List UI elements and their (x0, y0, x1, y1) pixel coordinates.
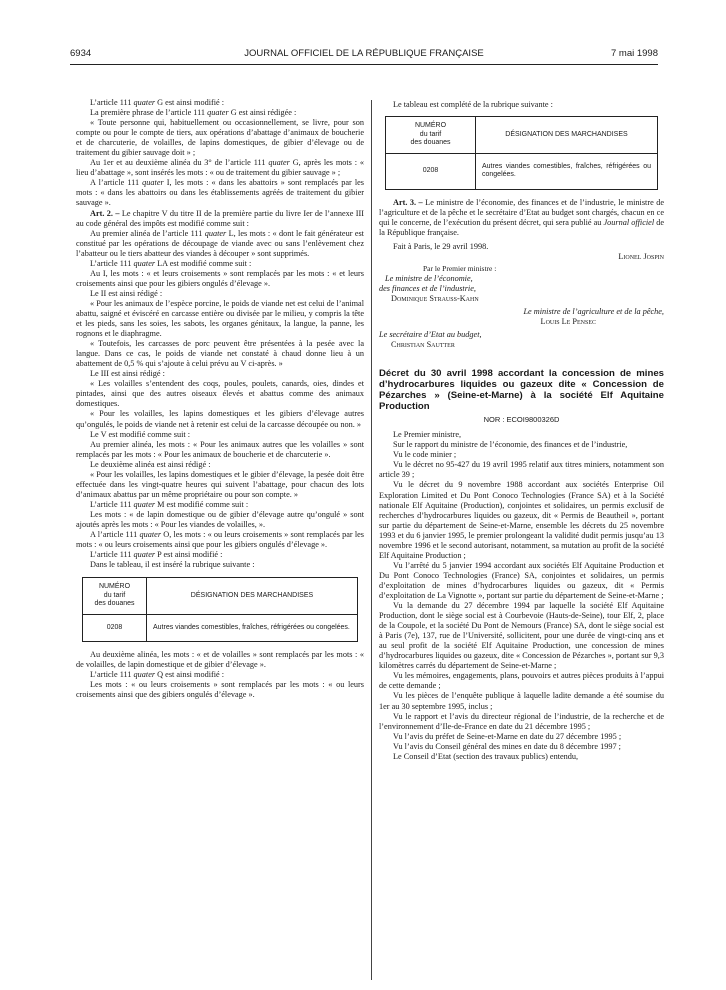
paragraph: L’article 111 quater M est modifié comme suit : (90, 499, 249, 509)
designation-cell: Autres viandes comestibles, fraîches, réfrigérées ou congelées. (153, 623, 350, 631)
header-rule (70, 64, 658, 65)
paragraph: A l’article 111 quater O, les mots : « ou leurs croisements » sont remplacés par les mots : « ou leurs croisements ainsi que pour les gibiers ongulés d’élevage ». (76, 530, 364, 550)
article-heading: Art. 2. – (90, 208, 120, 218)
paragraph: Vu les pièces de l’enquête publique à laquelle ladite demande a été soumise du 1er au 30 septembre 1995, inclus ; (379, 691, 664, 711)
paragraph: Le Conseil d’Etat (section des travaux publics) entendu, (393, 751, 579, 761)
paragraph: Les mots : « ou leurs croisements » sont remplacés par les mots : « ou leurs croisements ainsi que des gibiers ongulés d’élevage ». (76, 680, 364, 700)
paragraph: Fait à Paris, le 29 avril 1998. (393, 241, 489, 251)
paragraph: Au 1er et au deuxième alinéa du 3° de l’article 111 quater G, après les mots : « lieu d’abattage », sont insérés les mots : « ou de traitement du gibier sauvage » ; (76, 158, 364, 178)
signature-title: Le secrétaire d’Etat au budget, (379, 330, 482, 340)
paragraph: Le deuxième alinéa est ainsi rédigé : (90, 459, 211, 469)
paragraph: Le II est ainsi rédigé : (90, 288, 163, 298)
paragraph: Vu l’avis du Conseil général des mines en date du 8 décembre 1997 ; (393, 741, 621, 751)
page-header (70, 48, 658, 62)
paragraph: Dans le tableau, il est inséré la rubrique suivante : (90, 560, 255, 570)
paragraph: Le tableau est complété de la rubrique suivante : (393, 100, 553, 109)
signature-caption: Par le Premier ministre : (423, 263, 497, 273)
decree-title: Décret du 30 avril 1998 accordant la concession de mines d’hydrocarbures liquides ou gazeux dite « Concession de Pézarches » (Seine-et-Marne) à la société Elf Aquitaine Production (379, 368, 664, 413)
paragraph: Au premier alinéa de l’article 111 quater L, les mots : « dont le fait générateur est constitué par les opérations de découpage de viande avec ou sans l’enlèvement chez l’abatteur ou le tiers abatteur des viandes à découper » sont supprimés. (76, 228, 364, 258)
paragraph: Au premier alinéa, les mots : « Pour les animaux autres que les volailles » sont remplacés par les mots : « Pour les animaux de boucherie et de charcuterie ». (76, 439, 364, 459)
paragraph: « Pour les volailles, les lapins domestiques et les gibiers d’élevage autres qu’ongulés, le poids de viande net à retenir est celui de la carcasse découpée ou non. » (76, 409, 364, 429)
signature-name: Louis Le Pensec (540, 317, 596, 327)
paragraph: Vu l’arrêté du 5 janvier 1994 accordant aux sociétés Elf Aquitaine Production et Du Pont Conoco Technologies (France) SA, conjointes et solidaires, un permis d’exploitation de mines d’hydrocarbures liquides ou gazeux, dit « Permis d’exploitation de La Vignotte », portant sur partie du département de Seine-et-Marne ; (379, 560, 664, 600)
paragraph: Vu le décret no 95-427 du 19 avril 1995 relatif aux titres miniers, notamment son article 39 ; (379, 460, 664, 480)
issue-date: 7 mai 1998 (610, 48, 658, 59)
paragraph: Le V est modifié comme suit : (90, 429, 191, 439)
paragraph: Sur le rapport du ministre de l’économie, des finances et de l’industrie, (393, 440, 628, 450)
tariff-table-2 (385, 116, 658, 190)
tariff-code-cell: 0208 (83, 615, 147, 642)
paragraph: Vu le code minier ; (393, 450, 457, 460)
table-row (386, 153, 657, 189)
paragraph: A l’article 111 quater I, les mots : « dans les abattoirs » sont remplacés par les mots : « dans les abattoirs ou dans les établissements agréés de traitement du gibier sauvage ». (76, 178, 364, 208)
paragraph: L’article 111 quater Q est ainsi modifié : (90, 670, 225, 680)
signature-title: des finances et de l’industrie, (379, 283, 476, 293)
signature-name: Dominique Strauss-Kahn (391, 293, 479, 303)
article-heading: Art. 3. – (393, 197, 423, 207)
column-header-designation: DÉSIGNATION DES MARCHANDISES (190, 591, 314, 599)
paragraph: « Pour les volailles, les lapins domestiques et le gibier d’élevage, la pesée doit être effectuée dans les vingt-quatre heures qui suivent l’abattage, pour chacun des lots d’animaux abattus par un même propriétaire ou pour son compte. » (76, 469, 364, 499)
journal-title: JOURNAL OFFICIEL DE LA RÉPUBLIQUE FRANÇAISE (244, 48, 484, 59)
right-column (379, 100, 664, 762)
nor-reference: NOR : ECOI9800326D (483, 415, 560, 425)
table-header-row (386, 117, 657, 153)
tariff-table (82, 577, 358, 642)
paragraph: Au I, les mots : « et leurs croisements » sont remplacés par les mots : « et leurs croisements ainsi que pour les gibiers ongulés d’élevage ». (76, 268, 364, 288)
left-column (76, 98, 364, 700)
column-divider (371, 100, 372, 980)
tariff-code-cell: 0208 (386, 154, 476, 189)
designation-cell: Autres viandes comestibles, fraîches, réfrigérées ou congelées. (482, 162, 651, 179)
signature-prime-minister: Lionel Jospin (618, 251, 664, 261)
paragraph: La première phrase de l’article 111 quater G est ainsi rédigée : (90, 108, 297, 118)
paragraph: Le III est ainsi rédigé : (90, 369, 165, 379)
paragraph: Le Premier ministre, (393, 430, 462, 440)
paragraph: Au deuxième alinéa, les mots : « et de volailles » sont remplacés par les mots : « de volailles, de lapin domestique et de gibier d’élevage ». (76, 650, 364, 670)
paragraph: Vu la demande du 27 décembre 1994 par laquelle la société Elf Aquitaine Production, dont le siège social est à Courbevoie (Hauts-de-Seine), tour Elf, 2, place de la Coupole, et la société Du Pont de Nemours (France) SA, dont le siège social est à Paris (7e), 137, rue de l’Université, sollicitent, pour une durée de vingt-cinq ans et au seul profit de la société Elf Aquitaine Production, une concession de mines d’hydrocarbures liquides ou gazeux, dite « Concession de Pézarches », portant sur 9,3 kilomètres carrés du département de Seine-et-Marne ; (379, 601, 664, 671)
paragraph: « Les volailles s’entendent des coqs, poules, poulets, canards, oies, dindes et pintades, ainsi que des autres oiseaux élevés et abattus comme des animaux domestiques. (76, 379, 364, 409)
signature-title: Le ministre de l’agriculture et de la pêche, (523, 307, 664, 317)
paragraph: L’article 111 quater P est ainsi modifié : (90, 550, 223, 560)
article-paragraph: Art. 3. – Le ministre de l’économie, des finances et de l’industrie, le ministre de l’agriculture et de la pêche et le secrétaire d’Etat au budget sont chargés, chacun en ce qui le concerne, de l’exécution du présent décret, qui sera publié au Journal officiel de la République française. (379, 197, 664, 237)
paragraph: Vu l’avis du préfet de Seine-et-Marne en date du 27 décembre 1995 ; (393, 731, 622, 741)
paragraph: L’article 111 quater G est ainsi modifié : (90, 98, 225, 107)
column-header-tariff-number: NUMÉRO du tarif des douanes (386, 117, 476, 153)
table-row (83, 614, 357, 642)
signature-title: Le ministre de l’économie, (385, 273, 473, 283)
column-header-designation: DÉSIGNATION DES MARCHANDISES (505, 130, 628, 138)
paragraph: « Toutefois, les carcasses de porc peuvent être présentées à la pesée avec la langue. Dans ce cas, le poids de viande net constaté à chaud donne lieu à un abattement de 0,5 % qui s’ajoute à celui prévu au V ci-après. » (76, 339, 364, 369)
signature-name: Christian Sautter (391, 340, 455, 350)
paragraph: L’article 111 quater LA est modifié comme suit : (90, 258, 252, 268)
paragraph: Vu le décret du 9 novembre 1988 accordant aux sociétés Enterprise Oil Exploration Limited et Du Pont Conoco Technologies (France SA) et à la Société nationale Elf Aquitaine (Production), conjointes et solidaires, un permis exclusif de recherches d’hydrocarbures liquides ou gazeux, dit « Permis de Beautheil », portant sur partie du département de Seine-et-Marne, ensemble les décrets du 25 novembre 1993 et du 6 janvier 1995, le premier prolongeant la validité dudit permis jusqu’au 13 novembre 1996 et le second autorisant, notamment, sa mutation au profit de la société Elf Aquitaine Production ; (379, 480, 664, 560)
paragraph: Les mots : « de lapin domestique ou de gibier d’élevage autre qu’ongulé » sont ajoutés après les mots : « Pour les viandes de volailles, ». (76, 509, 364, 529)
table-header-row (83, 578, 357, 614)
column-header-tariff-number: NUMÉRO du tarif des douanes (83, 578, 147, 614)
paragraph: Vu le rapport et l’avis du directeur régional de l’industrie, de la recherche et de l’environnement d’Ile-de-France en date du 21 décembre 1995 ; (379, 711, 664, 731)
page-number: 6934 (70, 48, 92, 59)
paragraph: Vu les mémoires, engagements, plans, pouvoirs et autres pièces produits à l’appui de cette demande ; (379, 671, 664, 691)
paragraph: « Pour les animaux de l’espèce porcine, le poids de viande net est celui de l’animal abattu, saigné et éviscéré en carcasse entière ou divisée par le milieu, y compris la tête et les pieds, sans les soies, les sabots, les organes génitaux, la langue, la panne, les rognons et le diaphragme. (76, 298, 364, 339)
article-paragraph: Art. 2. – Le chapitre V du titre II de la première partie du livre Ier de l’annexe III au code général des impôts est modifié comme suit : (76, 208, 364, 228)
paragraph: « Toute personne qui, habituellement ou occasionnellement, se livre, pour son compte ou pour le compte de tiers, aux opérations d’abattage d’animaux de boucherie et de charcuterie, de volailles, de lapins domestiques, de gibier d’élevage ou de traitement du gibier sauvage doit » ; (76, 118, 364, 158)
